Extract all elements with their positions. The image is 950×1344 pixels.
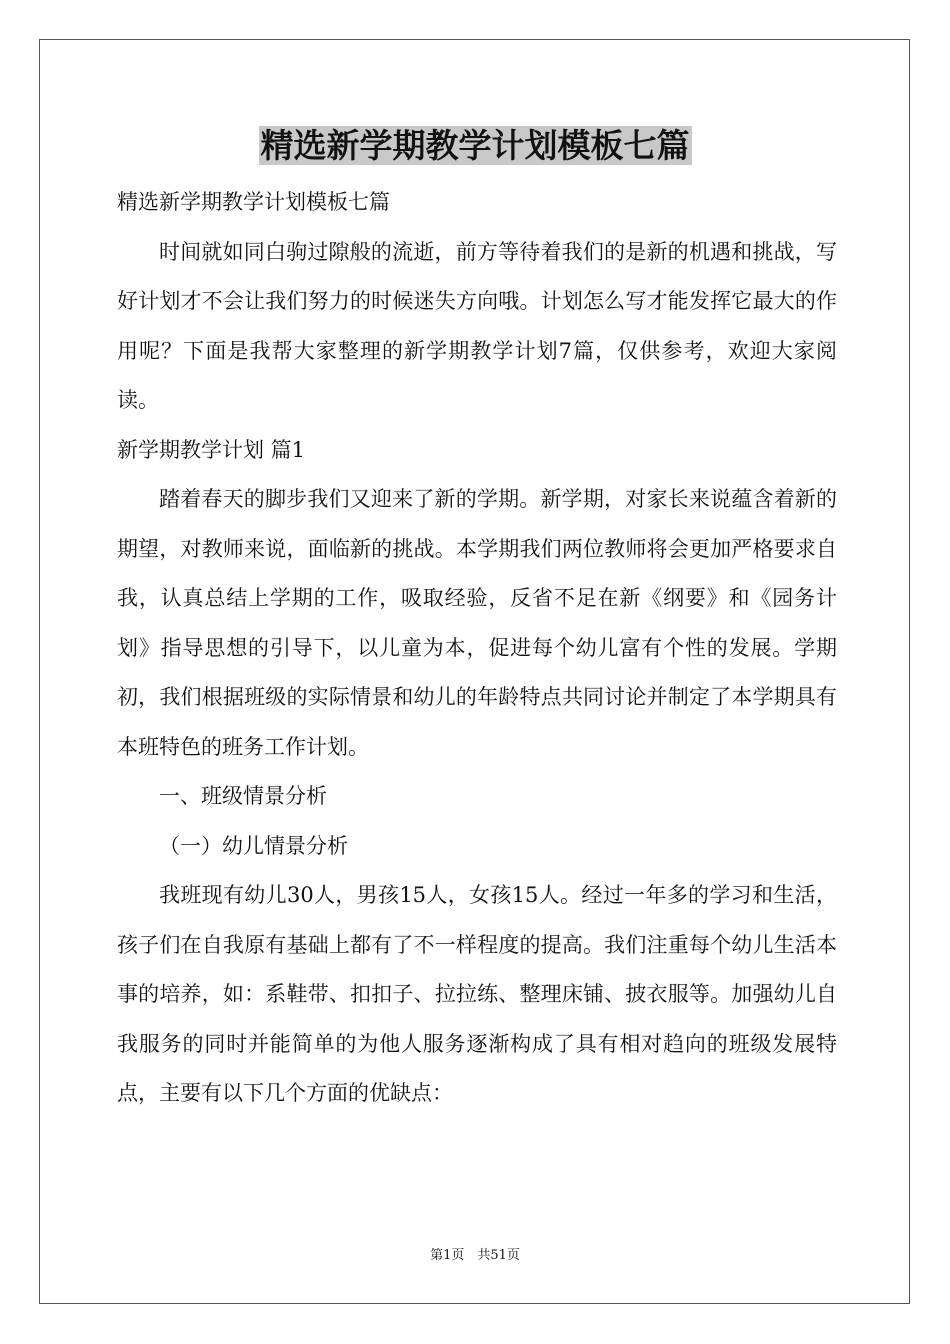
document-title (0, 124, 950, 168)
section-heading: 新学期教学计划 篇1 (117, 437, 306, 462)
heading-children-analysis: （一）幼儿情景分析 (159, 833, 348, 858)
document-title-text: 精选新学期教学计划模板七篇 (260, 126, 690, 165)
section-paragraph: 踏着春天的脚步我们又迎来了新的学期。新学期，对家长来说蕴含着新的期望，对教师来说，面临新的挑战。本学期我们两位教师将会更加严格要求自我，认真总结上学期的工作，吸取经验，反省不足在新《纲要》和《园务计划》指导思想的引导下，以儿童为本，促进每个幼儿富有个性的发展。学期初，我们根据班级的实际情景和幼儿的年龄特点共同讨论并制定了本学期具有本班特色的班务工作计划。 (117, 487, 837, 759)
intro-paragraph: 时间就如同白驹过隙般的流逝，前方等待着我们的是新的机遇和挑战，写好计划才不会让我们努力的时候迷失方向哦。计划怎么写才能发挥它最大的作用呢？下面是我帮大家整理的新学期教学计划7篇，仅供参考，欢迎大家阅读。 (117, 239, 837, 412)
heading-class-analysis: 一、班级情景分析 (159, 784, 327, 808)
children-paragraph: 我班现有幼儿30人，男孩15人，女孩15人。经过一年多的学习和生活，孩子们在自我原有基础上都有了不一样程度的提高。我们注重每个幼儿生活本事的培养，如：系鞋带、扣扣子、拉拉练、整理床铺、披衣服等。加强幼儿自我服务的同时并能简单的为他人服务逐渐构成了具有相对趋向的班级发展特点，主要有以下几个方面的优缺点： (117, 883, 837, 1105)
document-body (117, 178, 837, 1119)
page-footer: 第1页 共51页 (430, 1248, 520, 1263)
document-subtitle: 精选新学期教学计划模板七篇 (117, 190, 390, 214)
